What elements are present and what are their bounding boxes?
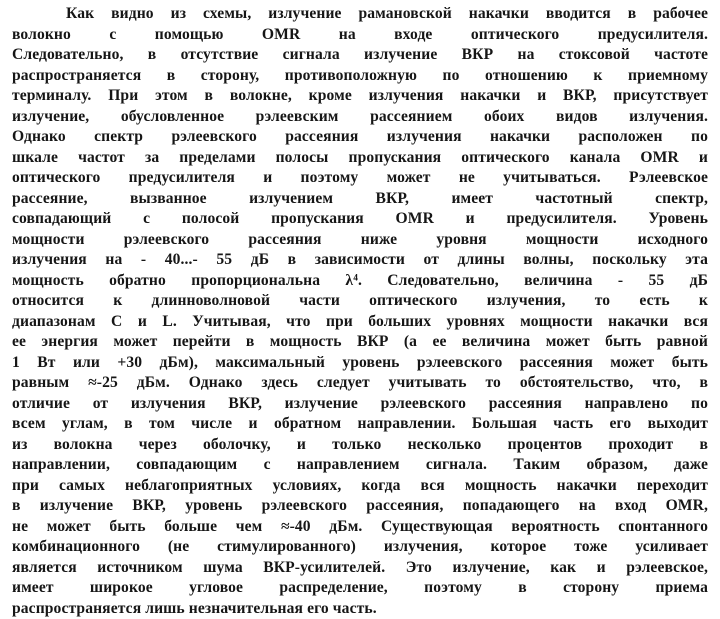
text-line: распространяется лишь незначительная его часть. <box>12 599 708 619</box>
text-line: шкале частот за пределами полосы пропускания оптического канала ОМR и <box>12 148 708 169</box>
text-line: при самых неблагоприятных условиях, когда вся мощность накачки переходит <box>12 476 708 497</box>
text-line: диапазонам С и L. Учитывая, что при больших уровнях мощности накачки вся <box>12 312 708 333</box>
text-line: ее энергия может перейти в мощность ВКР (а ее величина может быть равной <box>12 332 708 353</box>
text-line: не может быть больше чем ≈-40 дБм. Существующая вероятность спонтанного <box>12 517 708 538</box>
text-line: излучение, обусловленное рэлеевским рассеянием обоих видов излучения. <box>12 107 708 128</box>
text-line: Однако спектр рэлеевского рассеяния излучения накачки расположен по <box>12 127 708 148</box>
text-line: отличие от излучения ВКР, излучение рэлеевского рассеяния направлено по <box>12 394 708 415</box>
text-line: оптического предусилителя и поэтому может не учитываться. Рэлеевское <box>12 168 708 189</box>
text-line: имеет широкое угловое распределение, поэтому в сторону приема <box>12 578 708 599</box>
text-line: Как видно из схемы, излучение рамановской накачки вводится в рабочее <box>12 4 708 25</box>
text-line: рассеяние, вызванное излучением ВКР, имеет частотный спектр, <box>12 189 708 210</box>
text-line: мощности рэлеевского рассеяния ниже уровня мощности исходного <box>12 230 708 251</box>
text-line: комбинационного (не стимулированного) излучения, которое тоже усиливает <box>12 537 708 558</box>
text-line: мощность обратно пропорциональна λ⁴. Следовательно, величина - 55 дБ <box>12 271 708 292</box>
document-page <box>12 4 708 536</box>
document-paragraph <box>12 4 708 619</box>
text-line: распространяется в сторону, противоположную по отношению к приемному <box>12 66 708 87</box>
text-line: совпадающий с полосой пропускания ОМR и предусилителя. Уровень <box>12 209 708 230</box>
text-line: волокно с помощью ОМR на входе оптического предусилителя. <box>12 25 708 46</box>
text-line: направлении, совпадающим с направлением сигнала. Таким образом, даже <box>12 455 708 476</box>
text-line: всем углам, в том числе и обратном направлении. Большая часть его выходит <box>12 414 708 435</box>
text-line: равным ≈-25 дБм. Однако здесь следует учитывать то обстоятельство, что, в <box>12 373 708 394</box>
text-line: Следовательно, в отсутствие сигнала излучение ВКР на стоксовой частоте <box>12 45 708 66</box>
text-line: из волокна через оболочку, и только несколько процентов проходит в <box>12 435 708 456</box>
text-line: терминалу. При этом в волокне, кроме излучения накачки и ВКР, присутствует <box>12 86 708 107</box>
text-line: 1 Вт или +30 дБм), максимальный уровень рэлеевского рассеяния может быть <box>12 353 708 374</box>
text-line: в излучение ВКР, уровень рэлеевского рассеяния, попадающего на вход ОМR, <box>12 496 708 517</box>
text-line: относится к длинноволновой части оптического излучения, то есть к <box>12 291 708 312</box>
text-line: является источником шума ВКР-усилителей. Это излучение, как и рэлеевское, <box>12 558 708 579</box>
text-line: излучения на - 40...- 55 дБ в зависимости от длины волны, поскольку эта <box>12 250 708 271</box>
